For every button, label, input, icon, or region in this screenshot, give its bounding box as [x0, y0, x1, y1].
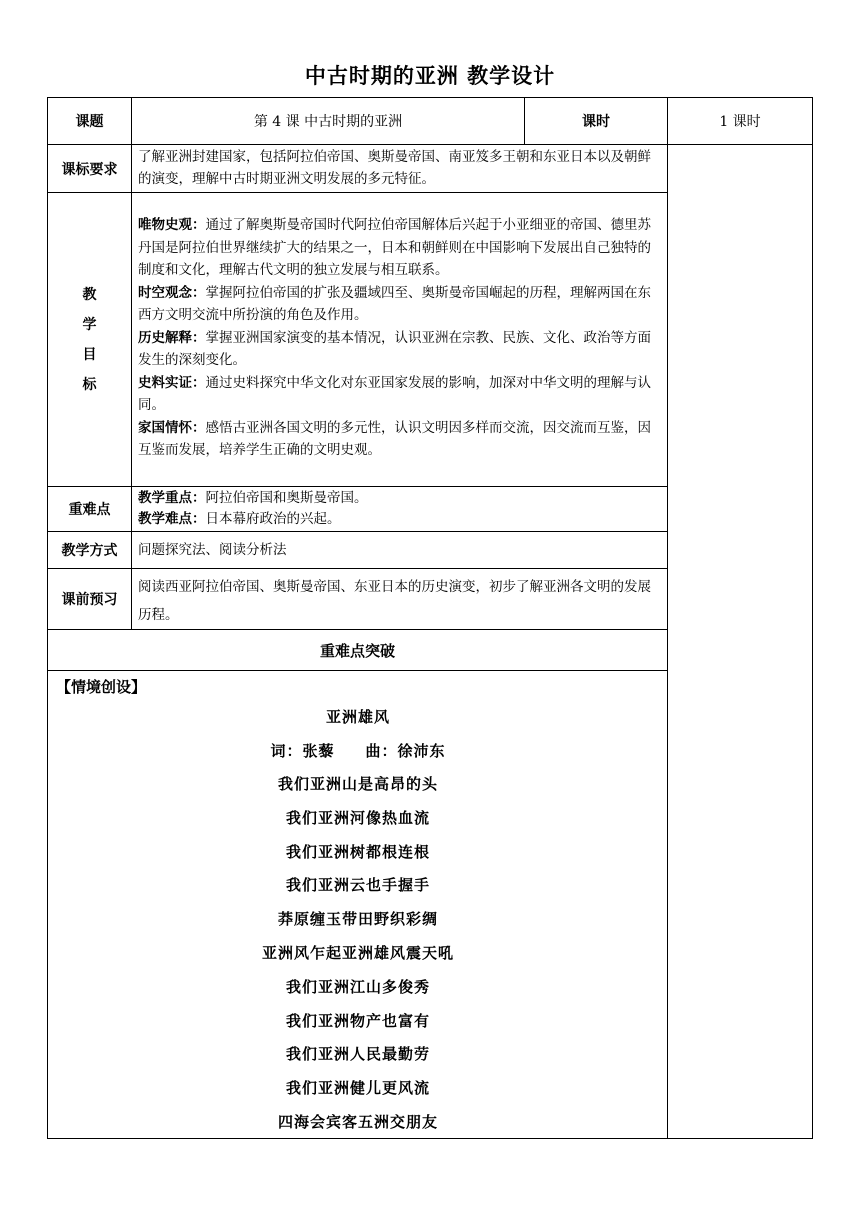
objectives-list	[138, 214, 664, 474]
difficulty-line	[138, 509, 664, 530]
song-line: 莽原缠玉带田野织彩绸	[277, 910, 438, 928]
focus-text: 阿拉伯帝国和奥斯曼帝国。	[205, 490, 368, 506]
song-line: 我们亚洲河像热血流	[285, 809, 430, 827]
hours-label: 课时	[582, 114, 610, 130]
objectives-label	[48, 193, 131, 486]
song-line: 我们亚洲树都根连根	[285, 843, 430, 861]
method-text: 问题探究法、阅读分析法	[138, 542, 287, 558]
song-line: 我们亚洲山是高昂的头	[277, 775, 438, 793]
objective-item	[138, 417, 664, 462]
objectives-label-char: 教	[82, 286, 97, 303]
objective-text: 通过了解奥斯曼帝国时代阿拉伯帝国解体后兴起于小亚细亚的帝国、德里苏丹国是阿拉伯世界继续扩大的结果之一，日本和朝鲜则在中国影响下发展出自己独特的制度和文化，理解古代文明的独立发展与相互联系。	[138, 217, 651, 278]
preview-label: 课前预习	[61, 592, 118, 608]
objective-head: 史料实证：	[138, 374, 206, 391]
difficulty-text: 日本幕府政治的兴起。	[205, 511, 341, 527]
objective-item	[138, 327, 664, 372]
objectives-label-char: 标	[82, 376, 97, 393]
song-line: 亚洲风乍起亚洲雄风震天吼	[261, 944, 454, 962]
objective-item	[138, 282, 664, 327]
objective-head: 时空观念：	[138, 284, 206, 301]
topic-value: 第 4 课 中古时期的亚洲	[253, 114, 403, 130]
song-line: 亚洲雄风	[325, 708, 390, 726]
objective-text: 掌握亚洲国家演变的基本情况，认识亚洲在宗教、民族、文化、政治等方面发生的深刻变化。	[138, 329, 651, 368]
objective-head: 历史解释：	[138, 329, 206, 346]
song-line: 词：张藜 曲：徐沛东	[270, 742, 446, 760]
hours-value: 1 课时	[719, 114, 761, 130]
breakthrough-header: 重难点突破	[319, 641, 395, 660]
difficulty-head: 教学难点：	[138, 511, 206, 527]
objective-item	[138, 214, 664, 282]
focus-head: 教学重点：	[138, 490, 206, 506]
scenario-heading: 【情境创设】	[56, 678, 147, 696]
objective-head: 家国情怀：	[138, 419, 206, 436]
key-points-content	[138, 488, 664, 530]
song-line: 我们亚洲人民最勤劳	[285, 1045, 430, 1063]
method-label: 教学方式	[61, 543, 118, 559]
objectives-label-char: 目	[82, 346, 97, 363]
objectives-label-char: 学	[82, 316, 97, 333]
song-line: 我们亚洲物产也富有	[285, 1012, 430, 1030]
objective-text: 通过史料探究中华文化对东亚国家发展的影响，加深对中华文明的理解与认同。	[138, 374, 651, 413]
song-line: 四海会宾客五洲交朋友	[277, 1113, 438, 1131]
song-line: 我们亚洲健儿更风流	[285, 1079, 430, 1097]
key-points-label: 重难点	[68, 502, 111, 518]
preview-text: 阅读西亚阿拉伯帝国、奥斯曼帝国、东亚日本的历史演变，初步了解亚洲各文明的发展历程。	[138, 579, 651, 623]
topic-label: 课题	[75, 114, 104, 130]
focus-line	[138, 488, 664, 509]
objective-text: 感悟古亚洲各国文明的多元性，认识文明因多样而交流，因交流而互鉴，因互鉴而发展，培养学生正确的文明史观。	[138, 419, 651, 458]
objective-item	[138, 372, 664, 417]
standard-text: 了解亚洲封建国家，包括阿拉伯帝国、奥斯曼帝国、南亚笈多王朝和东亚日本以及朝鲜的演变，理解中古时期亚洲文明发展的多元特征。	[138, 149, 651, 187]
song-line: 我们亚洲江山多俊秀	[285, 978, 430, 996]
objective-text: 掌握阿拉伯帝国的扩张及疆域四至、奥斯曼帝国崛起的历程，理解两国在东西方文明交流中所扮演的角色及作用。	[138, 284, 651, 323]
standard-label: 课标要求	[61, 161, 118, 178]
song-line: 我们亚洲云也手握手	[285, 876, 430, 894]
page-title: 中古时期的亚洲 教学设计	[304, 64, 556, 88]
objective-head: 唯物史观：	[138, 217, 206, 233]
